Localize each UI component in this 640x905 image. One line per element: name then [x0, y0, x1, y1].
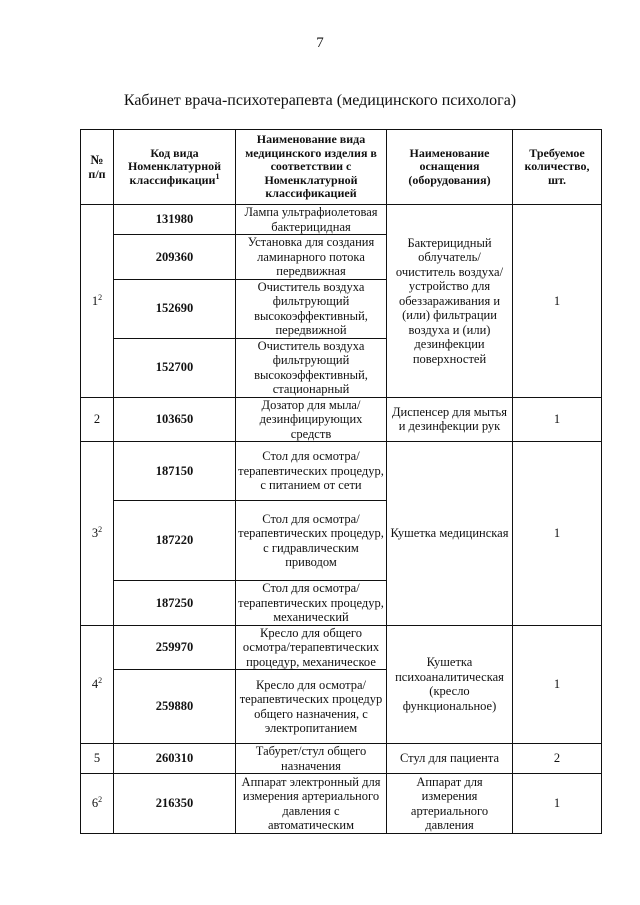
header-code: [114, 130, 236, 205]
nomenclature-code: 216350: [114, 774, 236, 834]
equipment-name: Кушетка медицинская: [387, 442, 513, 626]
device-name: Аппарат электронный для измерения артериального давления с автоматическим: [236, 774, 387, 834]
row-number: 2: [93, 412, 101, 426]
row-number: 1: [91, 293, 99, 308]
device-name: Стол для осмотра/терапевтических процедур, механический: [236, 581, 387, 626]
equipment-name: Стул для пациента: [387, 744, 513, 774]
table-row: [81, 744, 602, 774]
table-row: [81, 774, 602, 834]
device-name: Стол для осмотра/терапевтических процедур, с гидравлическим приводом: [236, 501, 387, 581]
device-name: Дозатор для мыла/ дезинфицирующих средств: [236, 397, 387, 442]
equipment-table: [80, 129, 602, 834]
device-name: Лампа ультрафиолетовая бактерицидная: [236, 205, 387, 235]
row-number: 4: [91, 677, 99, 691]
row-number-cell: [81, 744, 114, 774]
table-row: [81, 205, 602, 235]
nomenclature-code: 259970: [114, 625, 236, 670]
device-name: Табурет/стул общего назначения: [236, 744, 387, 774]
header-code-text: Код вида Номенклатурной классификации: [127, 145, 222, 187]
nomenclature-code: 103650: [114, 397, 236, 442]
required-quantity: 1: [513, 774, 602, 834]
nomenclature-code: 187150: [114, 442, 236, 501]
page-number: 7: [316, 35, 324, 51]
row-number-footnote: 2: [98, 525, 103, 534]
header-code-footnote: 1: [215, 171, 220, 181]
nomenclature-code: 260310: [114, 744, 236, 774]
row-number: 5: [93, 751, 101, 766]
table-row: [81, 397, 602, 442]
nomenclature-code: 187250: [114, 581, 236, 626]
row-number-cell: [81, 397, 114, 442]
device-name: Очиститель воздуха фильтрующий высокоэффективный, стационарный: [236, 338, 387, 397]
header-name: Наименование вида медицинского изделия в соответствии с Номенклатурной классификацией: [236, 130, 387, 205]
equipment-name: Диспенсер для мытья и дезинфекции рук: [387, 397, 513, 442]
table-row: [81, 442, 602, 501]
page-title: Кабинет врача-психотерапевта (медицинского психолога): [123, 92, 517, 109]
required-quantity: 1: [513, 205, 602, 398]
header-quantity: Требуемое количество, шт.: [513, 130, 602, 205]
header-equipment: Наименование оснащения (оборудования): [387, 130, 513, 205]
header-number-line2: п/п: [88, 166, 106, 181]
required-quantity: 1: [513, 397, 602, 442]
required-quantity: 2: [513, 744, 602, 774]
device-name: Кресло для общего осмотра/терапевтических процедур, механическое: [236, 625, 387, 670]
required-quantity: 1: [513, 625, 602, 744]
row-number-cell: [81, 442, 114, 626]
nomenclature-code: 131980: [114, 205, 236, 235]
header-number: [81, 130, 114, 205]
row-number-cell: [81, 205, 114, 398]
device-name: Установка для создания ламинарного потока передвижная: [236, 235, 387, 280]
table-row: [81, 625, 602, 670]
table-body: [81, 205, 602, 834]
row-number-footnote: 2: [98, 292, 103, 302]
device-name: Стол для осмотра/терапевтических процедур, с питанием от сети: [236, 442, 387, 501]
nomenclature-code: 259880: [114, 670, 236, 744]
header-number-line1: №: [90, 152, 104, 167]
equipment-name: Аппарат для измерения артериального давления: [387, 774, 513, 834]
table-header-row: [81, 130, 602, 205]
required-quantity: 1: [513, 442, 602, 626]
nomenclature-code: 209360: [114, 235, 236, 280]
equipment-name: Кушетка психоаналитическая (кресло функциональное): [387, 625, 513, 744]
device-name: Очиститель воздуха фильтрующий высокоэффективный, передвижной: [236, 279, 387, 338]
row-number-footnote: 2: [98, 676, 103, 685]
row-number: 6: [91, 796, 99, 811]
row-number: 3: [91, 526, 99, 540]
row-number-footnote: 2: [98, 795, 103, 805]
device-name: Кресло для осмотра/терапевтических процедур общего назначения, с электропитанием: [236, 670, 387, 744]
equipment-name: Бактерицидный облучатель/ очиститель воздуха/ устройство для обеззараживания и (или) фильтрации воздуха и (или) дезинфекции поверхностей: [387, 205, 513, 398]
nomenclature-code: 152700: [114, 338, 236, 397]
nomenclature-code: 152690: [114, 279, 236, 338]
nomenclature-code: 187220: [114, 501, 236, 581]
row-number-cell: [81, 625, 114, 744]
row-number-cell: [81, 774, 114, 834]
